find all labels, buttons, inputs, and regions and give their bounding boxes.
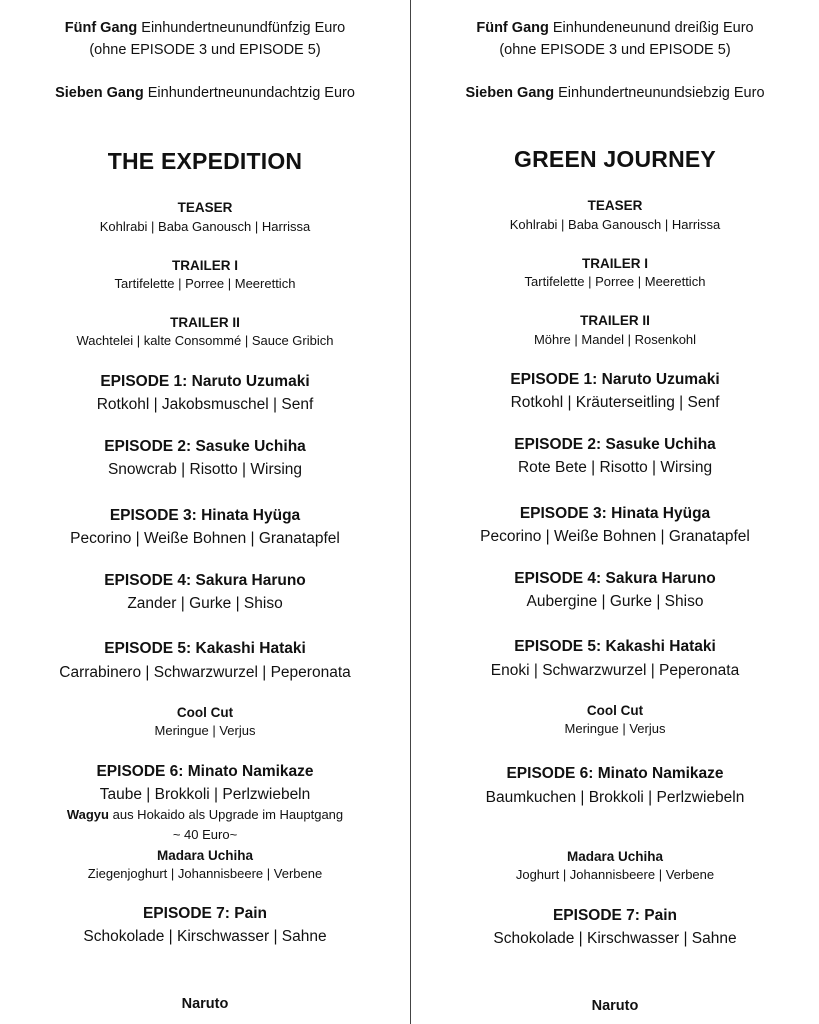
- course-trailer2-dishes: Wachtelei | kalte Consommé | Sauce Gribich: [76, 333, 334, 348]
- course-teaser-dishes: Kohlrabi | Baba Ganousch | Harrissa: [509, 217, 721, 232]
- course-coolcut-dishes: Meringue | Verjus: [154, 723, 256, 738]
- course-ep6-dishes: Baumkuchen | Brokkoli | Perlzwiebeln: [485, 789, 745, 806]
- course-ep1-title: EPISODE 1: Naruto Uzumaki: [100, 373, 310, 390]
- course-teaser-title: TEASER: [177, 200, 233, 215]
- menu-title: THE EXPEDITION: [107, 148, 303, 174]
- course-trailer1-title: TRAILER I: [172, 258, 238, 273]
- course-ep5-title: EPISODE 5: Kakashi Hataki: [104, 640, 306, 657]
- price-five-course: [0, 20, 410, 37]
- course-ep2-title: EPISODE 2: Sasuke Uchiha: [514, 436, 716, 453]
- price-five-label: Fünf Gang: [64, 20, 138, 36]
- price-seven-label: Sieben Gang: [55, 85, 144, 101]
- course-ep6-title: EPISODE 6: Minato Namikaze: [96, 763, 314, 780]
- course-trailer2-title: TRAILER II: [580, 313, 650, 328]
- course-madara-title: Madara Uchiha: [566, 849, 664, 864]
- price-seven-course: [411, 85, 819, 102]
- course-teaser-dishes: Kohlrabi | Baba Ganousch | Harrissa: [99, 219, 311, 234]
- course-madara-dishes: Joghurt | Johannisbeere | Verbene: [515, 867, 715, 882]
- course-trailer1-title: TRAILER I: [582, 256, 648, 271]
- wagyu-label: Wagyu: [66, 807, 109, 822]
- menu-title: GREEN JOURNEY: [514, 146, 716, 172]
- price-seven-text: Einhundertneunundachtzig Euro: [147, 85, 355, 101]
- course-ep2-dishes: Rote Bete | Risotto | Wirsing: [517, 459, 713, 476]
- course-ep5-dishes: Carrabinero | Schwarzwurzel | Peperonata: [59, 664, 351, 681]
- course-madara-title: Madara Uchiha: [156, 848, 254, 863]
- course-ep7-dishes: Schokolade | Kirschwasser | Sahne: [493, 930, 737, 947]
- course-ep4-dishes: Zander | Gurke | Shiso: [127, 595, 283, 612]
- course-ep4-dishes: Aubergine | Gurke | Shiso: [526, 593, 704, 610]
- course-ep3-dishes: Pecorino | Weiße Bohnen | Granatapfel: [70, 530, 340, 547]
- course-trailer1-dishes: Tartifelette | Porree | Meerettich: [114, 276, 296, 291]
- menu-footer: Naruto: [181, 996, 229, 1012]
- price-five-text: Einhundeneunund dreißig Euro: [552, 20, 754, 36]
- course-trailer2-title: TRAILER II: [170, 315, 240, 330]
- course-ep6-title: EPISODE 6: Minato Namikaze: [506, 765, 724, 782]
- price-five-note: (ohne EPISODE 3 und EPISODE 5): [89, 42, 321, 58]
- price-seven-course: [0, 85, 410, 102]
- price-five-label: Fünf Gang: [476, 20, 549, 36]
- course-coolcut-title: Cool Cut: [586, 703, 644, 718]
- menu-right-green-journey: [411, 0, 819, 1024]
- price-five-text: Einhundertneunundfünfzig Euro: [141, 20, 346, 36]
- course-ep7-title: EPISODE 7: Pain: [552, 907, 678, 924]
- price-five-note: (ohne EPISODE 3 und EPISODE 5): [499, 42, 731, 58]
- course-trailer1-dishes: Tartifelette | Porree | Meerettich: [524, 274, 706, 289]
- course-ep3-dishes: Pecorino | Weiße Bohnen | Granatapfel: [480, 528, 750, 545]
- course-ep5-title: EPISODE 5: Kakashi Hataki: [514, 638, 716, 655]
- course-ep2-title: EPISODE 2: Sasuke Uchiha: [104, 438, 306, 455]
- course-teaser-title: TEASER: [587, 198, 643, 213]
- price-five-course: [411, 20, 819, 37]
- course-trailer2-dishes: Möhre | Mandel | Rosenkohl: [533, 332, 697, 347]
- course-ep4-title: EPISODE 4: Sakura Haruno: [104, 572, 306, 589]
- course-ep3-title: EPISODE 3: Hinata Hyüga: [519, 505, 711, 522]
- price-seven-label: Sieben Gang: [465, 85, 555, 101]
- course-coolcut-title: Cool Cut: [176, 705, 234, 720]
- wagyu-upgrade-note: [0, 808, 410, 823]
- wagyu-text: aus Hokaido als Upgrade im Hauptgang: [112, 807, 344, 822]
- course-ep2-dishes: Snowcrab | Risotto | Wirsing: [107, 461, 303, 478]
- course-ep7-dishes: Schokolade | Kirschwasser | Sahne: [83, 928, 327, 945]
- course-ep1-dishes: Rotkohl | Jakobsmuschel | Senf: [96, 396, 314, 413]
- course-ep3-title: EPISODE 3: Hinata Hyüga: [109, 507, 301, 524]
- course-madara-dishes: Ziegenjoghurt | Johannisbeere | Verbene: [87, 866, 323, 881]
- wagyu-upgrade-price: ~ 40 Euro~: [172, 827, 238, 842]
- course-ep1-title: EPISODE 1: Naruto Uzumaki: [510, 371, 720, 388]
- course-ep5-dishes: Enoki | Schwarzwurzel | Peperonata: [490, 662, 740, 679]
- course-ep7-title: EPISODE 7: Pain: [142, 905, 268, 922]
- course-ep6-dishes: Taube | Brokkoli | Perlzwiebeln: [99, 786, 311, 803]
- menu-footer: Naruto: [591, 998, 639, 1014]
- course-ep1-dishes: Rotkohl | Kräuterseitling | Senf: [510, 394, 720, 411]
- course-coolcut-dishes: Meringue | Verjus: [564, 721, 666, 736]
- price-seven-text: Einhundertneunundsiebzig Euro: [558, 85, 765, 101]
- course-ep4-title: EPISODE 4: Sakura Haruno: [514, 570, 716, 587]
